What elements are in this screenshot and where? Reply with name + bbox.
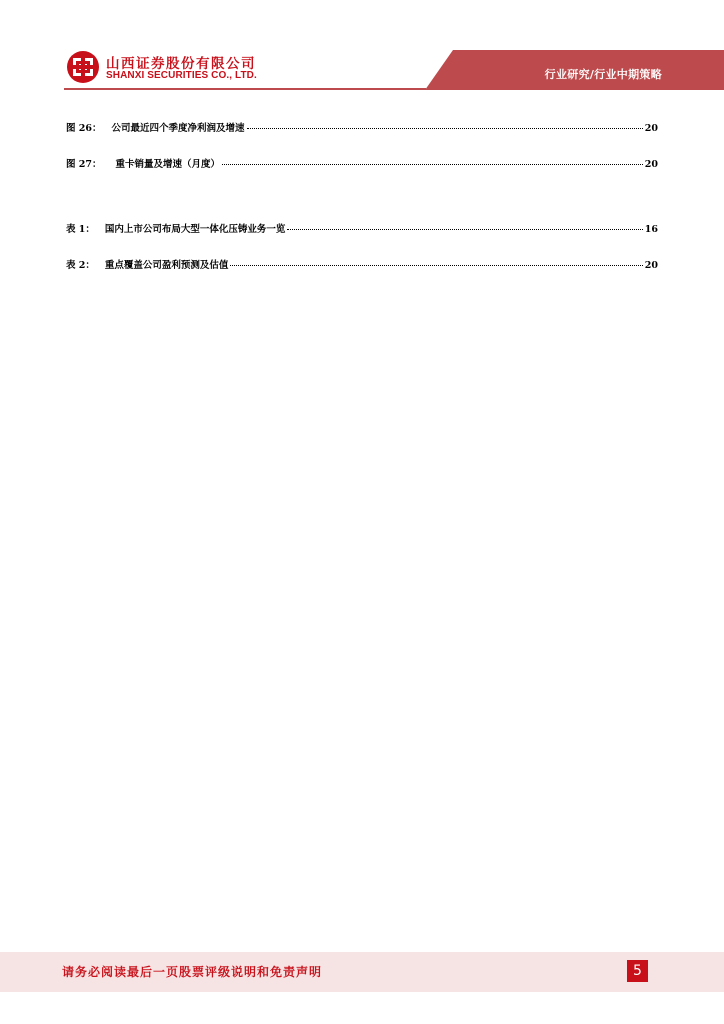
toc-entry-page: 16 xyxy=(644,224,658,235)
toc-dot-leader xyxy=(222,163,643,165)
toc-entry-label: 表 1： xyxy=(66,224,95,235)
company-name-en: SHANXI SECURITIES CO., LTD. xyxy=(106,70,257,81)
toc-entry-page: 20 xyxy=(644,260,658,271)
toc-dot-leader xyxy=(287,228,642,230)
toc-entry-title: 重点覆盖公司盈利预测及估值 xyxy=(104,260,229,271)
toc-entry-page: 20 xyxy=(644,159,658,170)
toc-entry-table-2[interactable] xyxy=(66,257,658,273)
toc-entry-title: 国内上市公司布局大型一体化压铸业务一览 xyxy=(104,224,286,235)
header-divider xyxy=(64,88,426,90)
footer-disclaimer: 请务必阅读最后一页股票评级说明和免责声明 xyxy=(62,965,323,979)
toc-entry-label: 图 27： xyxy=(66,159,102,170)
toc-entry-figure-27[interactable] xyxy=(66,156,658,172)
toc-entry-label: 表 2： xyxy=(66,260,95,271)
toc-entry-title: 重卡销量及增速（月度） xyxy=(115,159,221,170)
toc-dot-leader xyxy=(230,264,642,266)
shanxi-securities-logo-icon xyxy=(66,50,100,84)
report-section-title: 行业研究/行业中期策略 xyxy=(544,68,662,81)
toc-dot-leader xyxy=(247,127,643,129)
toc-entry-figure-26[interactable] xyxy=(66,120,658,136)
toc-entry-label: 图 26： xyxy=(66,123,102,134)
company-name-cn: 山西证券股份有限公司 xyxy=(106,56,256,72)
toc-entry-page: 20 xyxy=(644,123,658,134)
page-number: 5 xyxy=(627,960,648,982)
toc-entry-title: 公司最近四个季度净利润及增速 xyxy=(111,123,245,134)
toc-entry-table-1[interactable] xyxy=(66,221,658,237)
